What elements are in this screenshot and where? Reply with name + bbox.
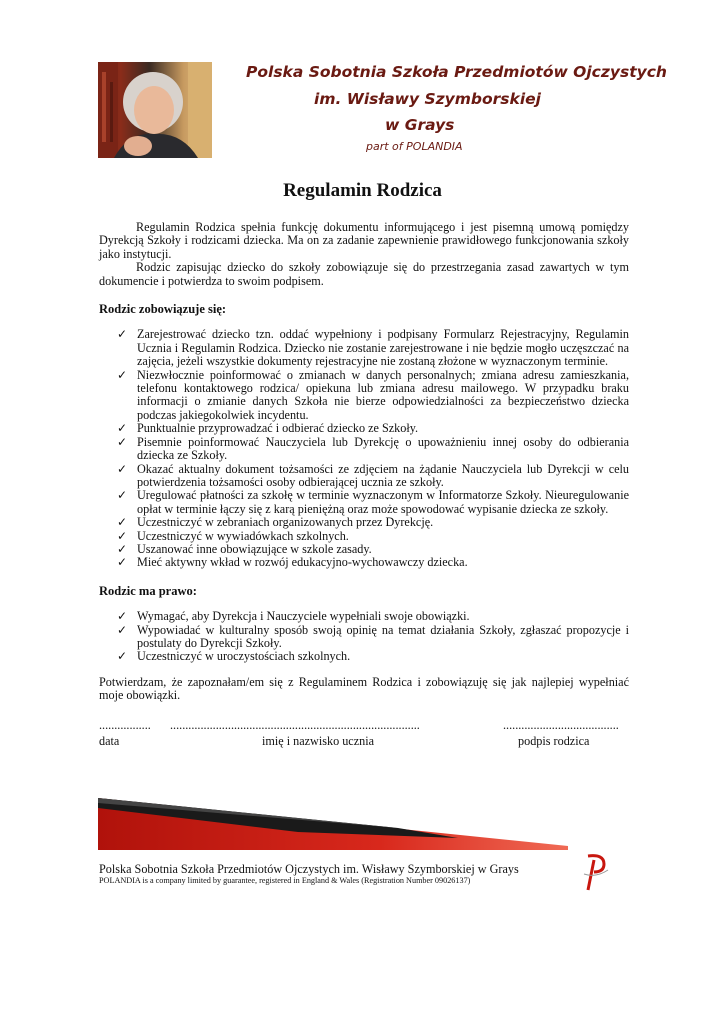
list-item: ✓ Zarejestrować dziecko tzn. oddać wypełniony i podpisany Formularz Rejestracyjny, Regulamin Ucznia i Regulamin Rodzica. Dziecko nie zostanie zarejestrowane i nie będzie mogło uczęszczać na zajęcia, jeżeli wszystkie dokumenty rejestracyjne nie zostaną złożone w wyznaczonym terminie. [117,327,629,369]
polandia-logo-icon [580,852,610,892]
list-item: ✓ Pisemnie poinformować Nauczyciela lub Dyrekcję o upoważnieniu innej osoby do odbierania dziecka ze Szkoły. [117,434,629,463]
school-name-line1: Polska Sobotnia Szkoła Przedmiotów Ojczystych [246,63,667,81]
document-body [99,221,629,753]
check-icon: ✓ [117,609,128,624]
footer-school-name: Polska Sobotnia Szkoła Przedmiotów Ojczystych im. Wisławy Szymborskiej w Grays [99,862,519,876]
date-label: data [99,733,120,748]
rights-list [99,610,629,664]
check-icon: ✓ [117,649,128,664]
list-item: ✓ Uregulować płatności za szkołę w terminie wyznaczonym w Informatorze Szkoły. Nieuregulowanie opłat w terminie łączy się z karą pieniężną oraz może spowodować wypisanie dziecka ze szkoły. [117,488,629,516]
list-item: ✓ Okazać aktualny dokument tożsamości ze zdjęciem na żądanie Nauczyciela lub Dyrekcji w celu potwierdzenia tożsamości osoby odbierającej ucznia ze szkoły. [117,461,629,489]
confirmation-text: Potwierdzam, że zapoznałam/em się z Regulaminem Rodzica i zobowiązuję się jak najlepiej wypełniać moje obowiązki. [99,674,629,703]
document-title: Regulamin Rodzica [283,180,442,201]
check-icon: ✓ [117,421,128,436]
check-icon: ✓ [117,555,128,570]
check-icon: ✓ [117,327,128,342]
check-icon: ✓ [117,541,128,556]
footer-company-info: POLANDIA is a company limited by guarantee, registered in England & Wales (Registration Number 09026137) [99,876,471,885]
list-item: ✓ Punktualnie przyprowadzać i odbierać dziecko ze Szkoły. [117,421,419,436]
parent-signature-label: podpis rodzica [518,733,590,748]
list-item: ✓ Niezwłocznie poinformować o zmianach w danych personalnych; zmiana adresu zamieszkania, telefonu kontaktowego rodzica/ opiekuna lub zmiana adresu mailowego. W przypadku braku informacji o zmianie danych Szkoła nie bierze odpowiedzialności za bezpieczeństwo dziecka podczas jakiegokolwiek incydentu. [117,367,629,422]
list-item: ✓ Wypowiadać w kulturalny sposób swoją opinię na temat działania Szkoły, zgłaszać propozycje i postulaty do Dyrekcji Szkoły. [117,622,629,650]
date-field-line[interactable]: ................. [99,717,151,732]
list-item: ✓ Uszanować inne obowiązujące w szkole zasady. [117,541,372,556]
list-item: ✓ Uczestniczyć w zebraniach organizowanych przez Dyrekcję. [117,515,434,530]
intro-paragraph: Rodzic zapisując dziecko do szkoły zobowiązuje się do przestrzegania zasad zawartych w tym dokumencie i potwierdza to swoim podpisem. [99,260,629,288]
check-icon: ✓ [117,528,128,543]
decorative-banner [98,798,568,850]
portrait-photo [98,62,212,158]
check-icon: ✓ [117,434,128,449]
student-name-field-line[interactable]: .................................................................................. [170,717,420,732]
signature-row [99,719,629,753]
rights-heading: Rodzic ma prawo: [99,583,197,598]
check-icon: ✓ [117,622,128,637]
list-item: ✓ Mieć aktywny wkład w rozwój edukacyjno-wychowawczy dziecka. [117,555,468,570]
check-icon: ✓ [117,461,128,476]
parent-signature-field-line[interactable]: ...................................... [503,717,619,732]
list-item: ✓ Wymagać, aby Dyrekcja i Nauczyciele wypełniali swoje obowiązki. [117,609,470,624]
check-icon: ✓ [117,488,128,503]
list-item: ✓ Uczestniczyć w uroczystościach szkolnych. [117,649,351,664]
obligations-list [99,328,629,569]
obligations-heading: Rodzic zobowiązuje się: [99,302,227,317]
list-item: ✓ Uczestniczyć w wywiadówkach szkolnych. [117,528,349,543]
school-name-line3: w Grays [385,116,455,134]
check-icon: ✓ [117,367,128,382]
student-name-label: imię i nazwisko ucznia [262,733,375,748]
intro-paragraph: Regulamin Rodzica spełnia funkcję dokumentu informującego i jest pisemną umową pomiędzy Dyrekcją Szkoły i rodzicami dziecka. Ma on za zadanie zapewnienie prawidłowego funkcjonowania szkoły jako instytucji. [99,220,629,261]
school-name-line2: im. Wisławy Szymborskiej [314,90,541,108]
school-affiliation: part of POLANDIA [366,140,463,153]
check-icon: ✓ [117,515,128,530]
